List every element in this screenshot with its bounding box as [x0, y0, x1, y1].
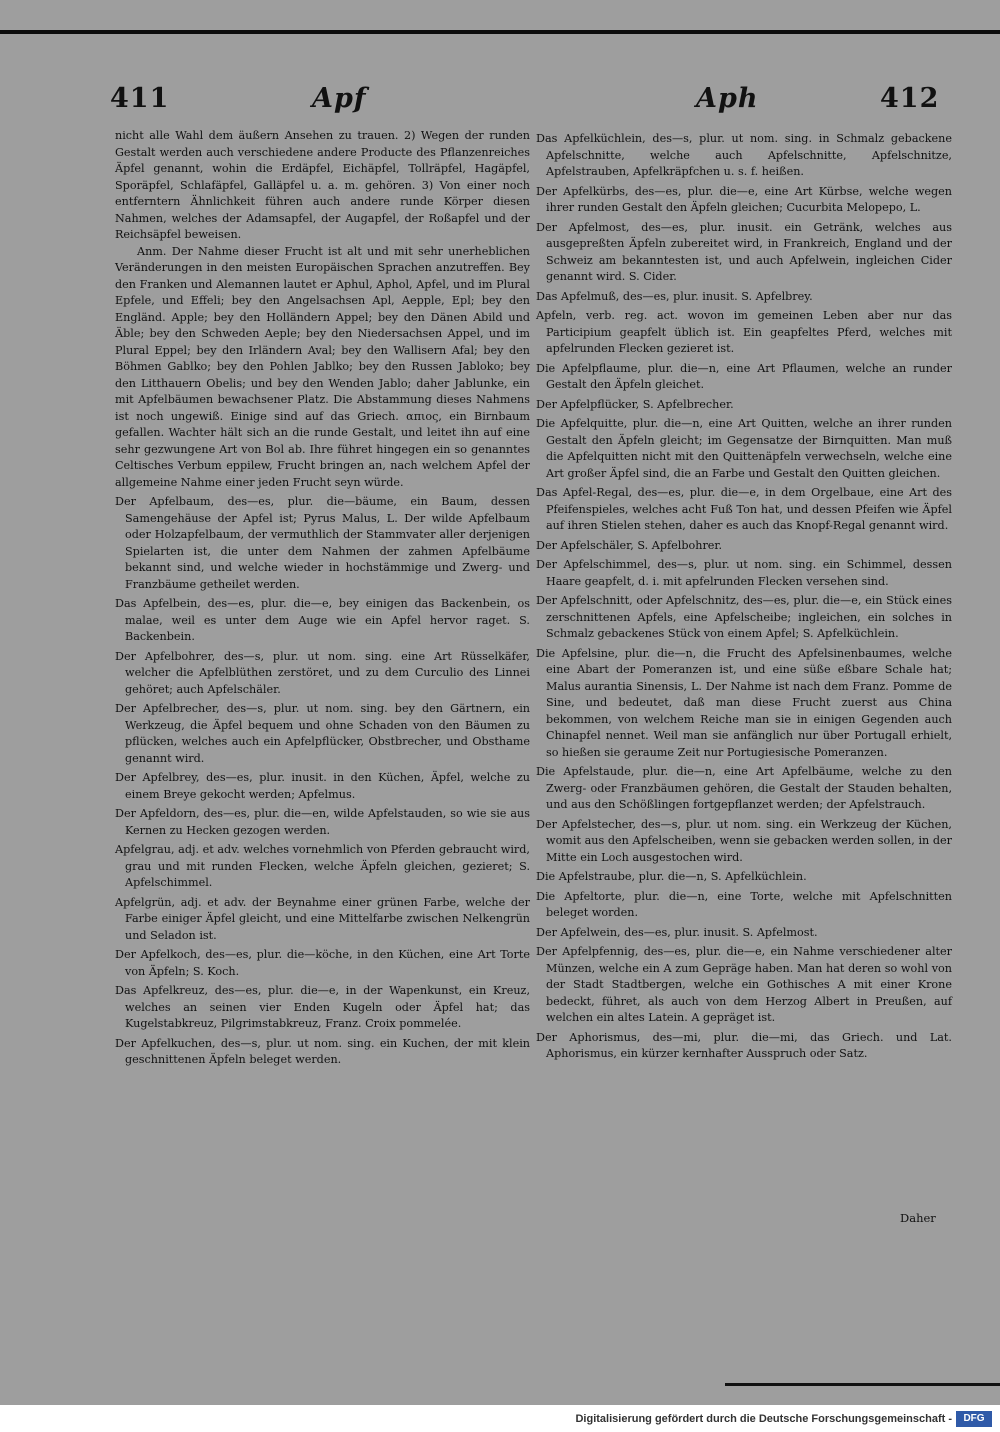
dictionary-entry: Die Apfelquitte, plur. die—n, eine Art Quitten, welche an ihrer runden Gestalt den Äpfeln gleicht; im Gegensatze der Birnquitten. Man muß die Apfelquitten nicht mit den Quittenäpfeln verwechseln, welche eine Art großer Äpfel sind, die an Farbe und Gestalt den Quitten gleichen.: [536, 417, 952, 480]
dictionary-entry: Der Apfelstecher, des—s, plur. ut nom. sing. ein Werkzeug der Küchen, womit aus den Apfelscheiben, wenn sie gebacken werden sollen, in der Mitte ein Loch ausgestochen wird.: [536, 817, 952, 864]
dictionary-entry: Apfelgrün, adj. et adv. der Beynahme einer grünen Farbe, welche der Farbe einiger Äpfel gleicht, und eine Mittelfarbe zwischen Nelkengrün und Seladon ist.: [115, 895, 530, 942]
running-head-left: Apf: [312, 83, 367, 114]
dictionary-entry: Das Apfelbein, des—es, plur. die—e, bey einigen das Backenbein, os malae, weil es unter dem Auge wie ein Apfel hervor raget. S. Backenbein.: [115, 597, 530, 643]
text-paragraph: nicht alle Wahl dem äußern Ansehen zu trauen. 2) Wegen der runden Gestalt werden auch verschiedene andere Producte des Pflanzenreiches Äpfel genannt, wohin die Erdäpfel, Eichäpfel, Tollräpfel, Hagäpfel, Sporäpfel, Schlafäpfel, Galläpfel u. a. m. gehören. 3) Von einer noch entferntern Ähnlichkeit führen auch andere runde Körper diesen Nahmen, welches der Adamsapfel, der Augapfel, der Roßapfel und der Reichsäpfel beweisen.: [115, 129, 530, 241]
annotation-paragraph: Anm. Der Nahme dieser Frucht ist alt und mit sehr unerheblichen Veränderungen in den meisten Europäischen Sprachen anzutreffen. Bey den Franken und Alemannen lautet er Aphul, Aphol, Apfel, und im Plural Epfele, und Effeli; bey den Angelsachsen Apl, Aepple, Epl; bey den Engländ. Apple; bey den Holländern Appel; bey den Dänen Abild und Äble; bey den Schweden Aeple; bey den Niedersachsen Appel, und im Plural Eppel; bey den Irländern Aval; bey den Wallisern Afal; bey den Böhmen Gablko; bey den Pohlen Jablko; bey den Russen Jabloko; bey den Litthauern Obelis; und bey den Wenden Jablo; daher Jablunke, ein mit Apfelbäumen bewachsener Platz. Die Abstammung dieses Nahmens ist noch ungewiß. Einige sind auf das Griech. απιος, ein Birnbaum gefallen. Wachter hält sich an die runde Gestalt, und leitet ihn auf eine sehr gezwungene Art von Bol ab. Ihre führet hingegen ein so genanntes Celtisches Verbum eppilew, Frucht bringen an, nach welchem Apfel der allgemeine Nahme einer jeden Frucht seyn würde.: [115, 244, 530, 489]
dictionary-entry: Der Apfelpflücker, S. Apfelbrecher.: [536, 397, 734, 411]
dictionary-entry: Die Apfelsine, plur. die—n, die Frucht des Apfelsinenbaumes, welche eine Abart der Pomeranzen ist, und eine süße eßbare Schale hat; Malus aurantia Sinensis, L. Der Nahme ist nach dem Franz. Pomme de Sine, und bedeutet, daß man diese Frucht zuerst aus China bekommen, von welchem Reiche man sie in einigen Gegenden auch Chinapfel nennet. Weil man sie anfänglich nur über Portugall erhielt, so hießen sie geraume Zeit nur Portugiesische Pomeranzen.: [536, 646, 952, 759]
bottom-rule: [725, 1383, 1000, 1386]
dictionary-entry: Apfelgrau, adj. et adv. welches vornehmlich von Pferden gebraucht wird, grau und mit runden Flecken, welche Äpfeln gleichen, gezieret; S. Apfelschimmel.: [115, 843, 530, 889]
running-head-right: Aph: [696, 83, 759, 114]
page-number-right: 412: [880, 83, 940, 114]
dictionary-entry: Der Apfeldorn, des—es, plur. die—en, wilde Apfelstauden, so wie sie aus Kernen zu Hecken gezogen werden.: [115, 807, 530, 837]
left-column: [115, 128, 530, 1069]
funding-notice: Digitalisierung gefördert durch die Deutsche Forschungsgemeinschaft -: [575, 1413, 952, 1425]
top-rule: [0, 30, 1000, 34]
right-column: [536, 128, 952, 1063]
dictionary-entry: Der Apfelmost, des—es, plur. inusit. ein Getränk, welches aus ausgepreßten Äpfeln zubereitet wird, in Frankreich, England und der Schweiz am bekanntesten ist, und auch Apfelwein, ingleichen Cider genannt wird. S. Cider.: [536, 220, 952, 283]
dictionary-entry: Der Apfelbohrer, des—s, plur. ut nom. sing. eine Art Rüsselkäfer, welcher die Apfelblüthen zerstöret, und zu dem Curculio des Linnei gehöret; auch Apfelschäler.: [115, 649, 530, 696]
dictionary-entry: Der Apfelwein, des—es, plur. inusit. S. Apfelmost.: [536, 925, 818, 939]
page-number-left: 411: [110, 83, 170, 114]
dictionary-entry: Die Apfeltorte, plur. die—n, eine Torte, welche mit Apfelschnitten beleget worden.: [536, 889, 952, 919]
footer-bar: [0, 1405, 1000, 1432]
dictionary-entry: Der Apfelkuchen, des—s, plur. ut nom. sing. ein Kuchen, der mit klein geschnittenen Äpfeln beleget werden.: [115, 1036, 530, 1066]
dictionary-entry: Der Apfelschimmel, des—s, plur. ut nom. sing. ein Schimmel, dessen Haare geapfelt, d. i. mit apfelrunden Flecken versehen sind.: [536, 558, 952, 588]
dictionary-entry: Die Apfelstaude, plur. die—n, eine Art Apfelbäume, welche zu den Zwerg- oder Franzbäumen gehören, die Gestalt der Stauden behalten, und aus den Schößlingen fortgepflanzet werden; der Apfelstrauch.: [536, 765, 952, 811]
catchword-bottom: Daher: [900, 1211, 936, 1225]
dictionary-entry: Das Apfelküchlein, des—s, plur. ut nom. sing. in Schmalz gebackene Apfelschnitte, welche auch Apfelschnitte, Apfelschnitze, Apfelstrauben, Apfelkräpfchen u. s. f. heißen.: [536, 132, 952, 178]
dictionary-entry: Der Apfelkoch, des—es, plur. die—köche, in den Küchen, eine Art Torte von Äpfeln; S. Koch.: [115, 948, 530, 978]
dictionary-entry: Der Aphorismus, des—mi, plur. die—mi, das Griech. und Lat. Aphorismus, ein kürzer kernhafter Ausspruch oder Satz.: [536, 1030, 952, 1060]
dictionary-entry: Der Apfelpfennig, des—es, plur. die—e, ein Nahme verschiedener alter Münzen, welche ein A zum Gepräge haben. Man hat deren so wohl von der Stadt Stadtbergen, welche ein Gothisches A mit einer Krone bedeckt, führet, als auch von dem Herzog Albert in Preußen, auf welchen ein altes Latein. A gepräget ist.: [536, 945, 952, 1024]
dictionary-entry: Der Apfelbaum, des—es, plur. die—bäume, ein Baum, dessen Samengehäuse der Apfel ist; Pyrus Malus, L. Der wilde Apfelbaum oder Holzapfelbaum, der vermuthlich der Stammvater aller derjenigen Spielarten ist, die unter dem Nahmen der zahmen Apfelbäume bekannt sind, und welche wieder in hochstämmige und Zwerg- und Franzbäume getheilet werden.: [115, 495, 530, 591]
dictionary-entry: Das Apfelmuß, des—es, plur. inusit. S. Apfelbrey.: [536, 289, 813, 303]
dictionary-entry: Das Apfelkreuz, des—es, plur. die—e, in der Wapenkunst, ein Kreuz, welches an seinen vier Enden Kugeln oder Äpfel hat; das Kugelstabkreuz, Pilgrimstabkreuz, Franz. Croix pommelée.: [115, 984, 530, 1030]
dictionary-entry: Der Apfelbrey, des—es, plur. inusit. in den Küchen, Äpfel, welche zu einem Breye gekocht werden; Apfelmus.: [115, 771, 530, 801]
dictionary-entry: Die Apfelstraube, plur. die—n, S. Apfelküchlein.: [536, 870, 807, 883]
dfg-logo-icon[interactable]: DFG: [956, 1411, 992, 1427]
dictionary-entry: Der Apfelkürbs, des—es, plur. die—e, eine Art Kürbse, welche wegen ihrer runden Gestalt den Äpfeln gleichen; Cucurbita Melopepo, L.: [536, 184, 952, 214]
dictionary-entry: Der Apfelbrecher, des—s, plur. ut nom. sing. bey den Gärtnern, ein Werkzeug, die Äpfel bequem und ohne Schaden von den Bäumen zu pflücken, welches auch ein Apfelpflücker, Obstbrecher, und Obsthame genannt wird.: [115, 702, 530, 765]
dictionary-entry: Apfeln, verb. reg. act. wovon im gemeinen Leben aber nur das Participium geapfelt üblich ist. Ein geapfeltes Pferd, welches mit apfelrunden Flecken gezieret ist.: [536, 309, 952, 355]
dictionary-entry: Das Apfel-Regal, des—es, plur. die—e, in dem Orgelbaue, eine Art des Pfeifenspieles, welches acht Fuß Ton hat, und dessen Pfeifen wie Äpfel auf ihren Stielen stehen, daher es auch das Knopf-Regal genannt wird.: [536, 486, 952, 532]
dictionary-entry: Die Apfelpflaume, plur. die—n, eine Art Pflaumen, welche an runder Gestalt den Äpfeln gleichet.: [536, 361, 952, 391]
dictionary-entry: Der Apfelschnitt, oder Apfelschnitz, des—es, plur. die—e, ein Stück eines zerschnittenen Apfels, eine Apfelscheibe; ingleichen, ein solches in Schmalz gebackenes Stück von einem Apfel; S. Apfelküchlein.: [536, 594, 952, 640]
dictionary-entry: Der Apfelschäler, S. Apfelbohrer.: [536, 538, 723, 552]
